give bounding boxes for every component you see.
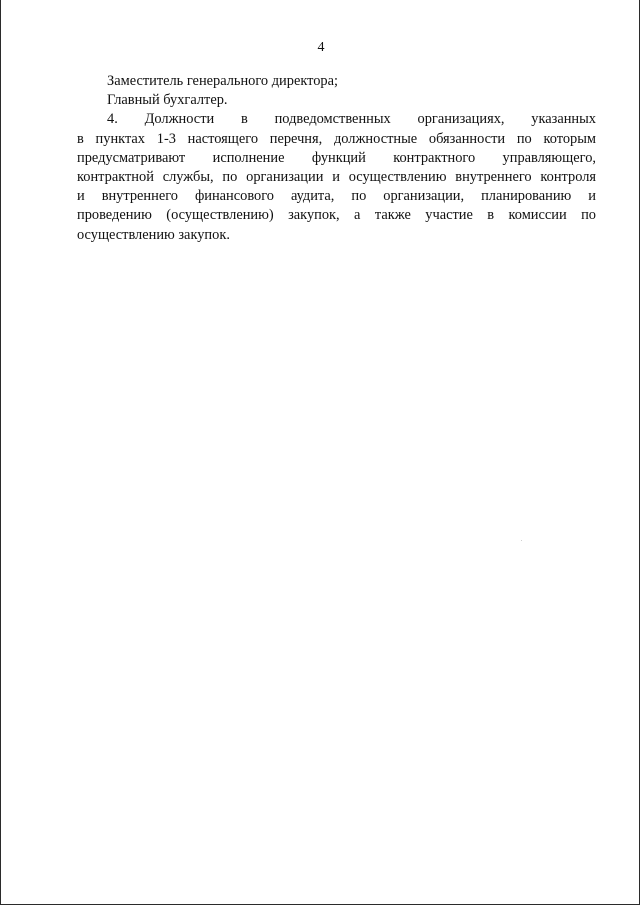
paragraph-4 <box>77 110 596 244</box>
document-body <box>77 72 596 245</box>
paragraph-4-line: проведению (осуществлению) закупок, а также участие в комиссии по <box>77 207 596 224</box>
position-chief-accountant: Главный бухгалтер. <box>107 92 228 109</box>
paragraph-4-line: в пунктах 1-3 настоящего перечня, должностные обязанности по которым <box>77 130 596 147</box>
paragraph-4-line: и внутреннего финансового аудита, по организации, планированию и <box>77 188 596 205</box>
paragraph-4-line: осуществлению закупок. <box>77 226 230 243</box>
paragraph-4-line: предусматривают исполнение функций контрактного управляющего, <box>77 149 596 166</box>
scan-speck <box>521 540 522 541</box>
paragraph-4-line: контрактной службы, по организации и осуществлению внутреннего контроля <box>77 169 596 186</box>
position-deputy-director: Заместитель генерального директора; <box>107 73 339 89</box>
page-number: 4 <box>317 40 325 55</box>
paragraph-4-line: 4. Должности в подведомственных организациях, указанных <box>107 111 596 128</box>
